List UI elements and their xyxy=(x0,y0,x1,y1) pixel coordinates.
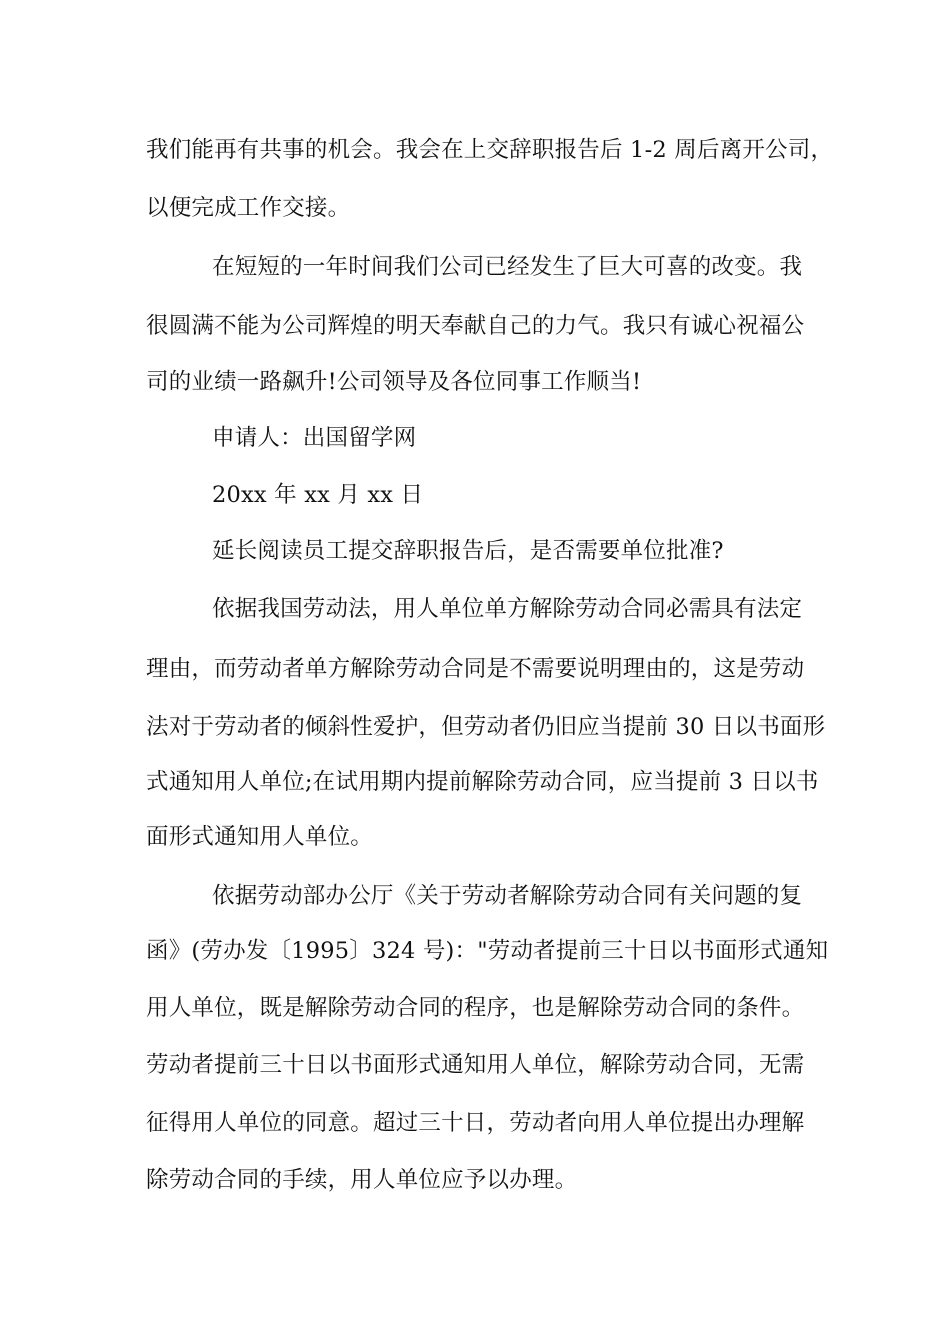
text-line: 面形式通知用人单位。 xyxy=(146,824,374,850)
text-line: 函》(劳办发〔1995〕324 号)："劳动者提前三十日以书面形式通知 xyxy=(146,938,829,964)
text-line: 除劳动合同的手续，用人单位应予以办理。 xyxy=(146,1167,578,1193)
date-line: 20xx 年 xx 月 xx 日 xyxy=(212,482,424,508)
text-line: 劳动者提前三十日以书面形式通知用人单位，解除劳动合同，无需 xyxy=(146,1052,805,1078)
text-line: 法对于劳动者的倾斜性爱护，但劳动者仍旧应当提前 30 日以书面形 xyxy=(146,714,826,740)
text-line: 征得用人单位的同意。超过三十日，劳动者向用人单位提出办理解 xyxy=(146,1110,805,1136)
text-line: 很圆满不能为公司辉煌的明天奉献自己的力气。我只有诚心祝福公 xyxy=(146,313,805,339)
paragraph-start-line: 在短短的一年时间我们公司已经发生了巨大可喜的改变。我 xyxy=(212,254,803,280)
paragraph-start-line: 依据劳动部办公厅《关于劳动者解除劳动合同有关问题的复 xyxy=(212,883,803,909)
applicant-line: 申请人：出国留学网 xyxy=(212,425,417,451)
text-line: 理由，而劳动者单方解除劳动合同是不需要说明理由的，这是劳动 xyxy=(146,656,805,682)
extended-reading-heading: 延长阅读员工提交辞职报告后，是否需要单位批准? xyxy=(212,538,724,564)
text-line: 以便完成工作交接。 xyxy=(146,195,351,221)
text-line: 用人单位，既是解除劳动合同的程序，也是解除劳动合同的条件。 xyxy=(146,995,805,1021)
text-line: 我们能再有共事的机会。我会在上交辞职报告后 1-2 周后离开公司， xyxy=(146,137,834,163)
paragraph-start-line: 依据我国劳动法，用人单位单方解除劳动合同必需具有法定 xyxy=(212,596,803,622)
text-line: 司的业绩一路飙升!公司领导及各位同事工作顺当! xyxy=(146,369,642,395)
text-line: 式通知用人单位;在试用期内提前解除劳动合同，应当提前 3 日以书 xyxy=(146,769,819,795)
